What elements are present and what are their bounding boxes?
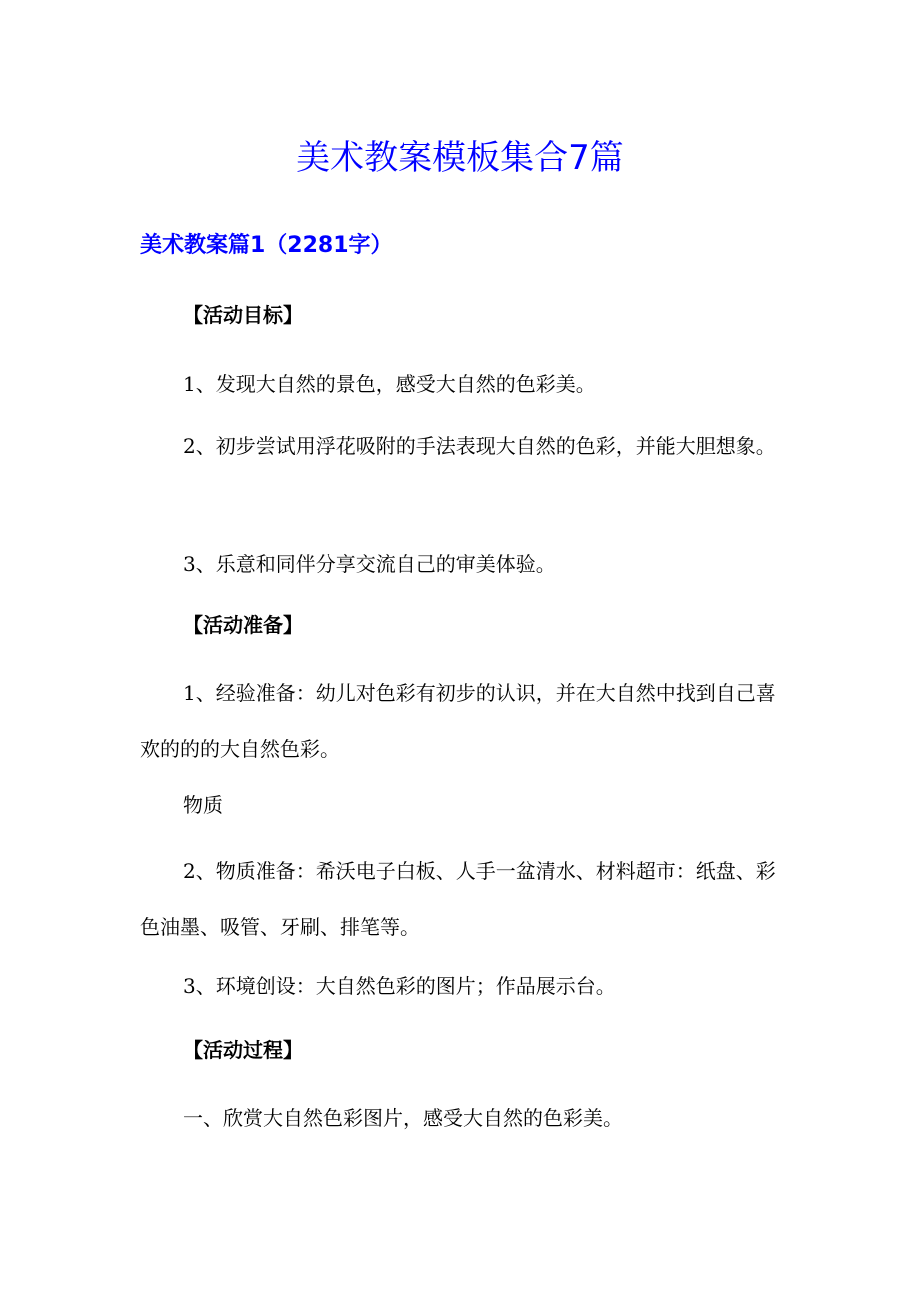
paragraph-goal-3: 3、乐意和同伴分享交流自己的审美体验。 bbox=[183, 552, 556, 576]
paragraph-goal-1: 1、发现大自然的景色，感受大自然的色彩美。 bbox=[183, 372, 596, 396]
paragraph-prep-2: 2、物质准备：希沃电子白板、人手一盆清水、材料超市：纸盘、彩色油墨、吸管、牙刷、排笔等。 bbox=[140, 859, 776, 939]
paragraph-prep-1: 1、经验准备：幼儿对色彩有初步的认识，并在大自然中找到自己喜欢的的的大自然色彩。 bbox=[140, 681, 776, 761]
paragraph-materials: 物质 bbox=[183, 793, 223, 817]
heading-activity-goals: 【活动目标】 bbox=[183, 303, 303, 327]
paragraph-goal-2: 2、初步尝试用浮花吸附的手法表现大自然的色彩，并能大胆想象。 bbox=[183, 434, 776, 458]
heading-activity-process: 【活动过程】 bbox=[183, 1038, 303, 1062]
paragraph-process-1: 一、欣赏大自然色彩图片，感受大自然的色彩美。 bbox=[183, 1106, 623, 1130]
document-title: 美术教案模板集合7篇 bbox=[296, 138, 624, 178]
heading-activity-preparation: 【活动准备】 bbox=[183, 613, 303, 637]
paragraph-prep-3: 3、环境创设：大自然色彩的图片；作品展示台。 bbox=[183, 974, 616, 998]
section-title: 美术教案篇1（2281字） bbox=[140, 233, 393, 258]
